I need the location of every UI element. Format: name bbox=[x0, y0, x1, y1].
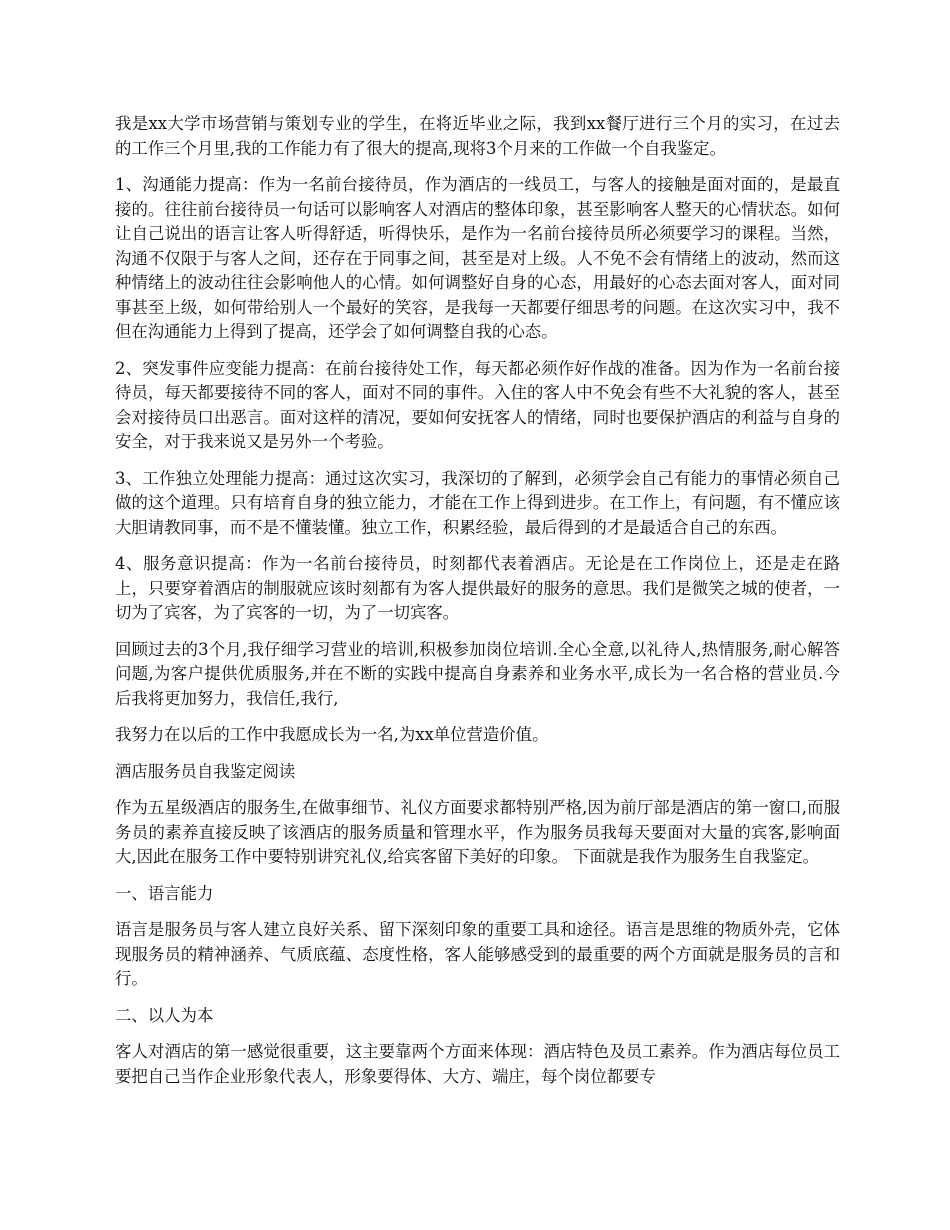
five-star-paragraph: 作为五星级酒店的服务生,在做事细节、礼仪方面要求都特别严格,因为前厅部是酒店的第一窗口,而服务员的素养直接反映了该酒店的服务质量和管理水平，作为服务员我每天要面对大量的宾客,影响面大,因此在服务工作中要特别讲究礼仪,给宾客留下美好的印象。 下面就是我作为服务生自我鉴定。 bbox=[115, 798, 840, 866]
language-paragraph: 语言是服务员与客人建立良好关系、留下深刻印象的重要工具和途径。语言是思维的物质外壳，它体现服务员的精神涵养、气质底蕴、态度性格，客人能够感受到的最重要的两个方面就是服务员的言和行。 bbox=[115, 920, 840, 988]
heading-language-ability: 一、语言能力 bbox=[115, 883, 214, 903]
first-impression-paragraph: 客人对酒店的第一感觉很重要，这主要靠两个方面来体现：酒店特色及员工素养。作为酒店每位员工要把自己当作企业形象代表人，形象要得体、大方、端庄，每个岗位都要专 bbox=[115, 1042, 840, 1086]
independent-work-paragraph: 3、工作独立处理能力提高：通过这次实习，我深切的了解到，必须学会自己有能力的事情必须自己做的这个道理。只有培育自身的独立能力，才能在工作上得到进步。在工作上，有问题，有不懂应该大胆请教同事，而不是不懂装懂。独立工作，积累经验，最后得到的才是最适合自己的东西。 bbox=[115, 468, 840, 537]
emergency-response-paragraph: 2、突发事件应变能力提高：在前台接待处工作，每天都必须作好作战的准备。因为作为一名前台接待员，每天都要接待不同的客人，面对不同的事件。入住的客人中不免会有些不大礼貌的客人，甚至会对接待员口出恶言。面对这样的清况，要如何安抚客人的情绪，同时也要保护酒店的利益与自身的安全，对于我来说又是另外一个考验。 bbox=[115, 358, 840, 451]
service-awareness-paragraph: 4、服务意识提高：作为一名前台接待员，时刻都代表着酒店。无论是在工作岗位上，还是走在路上，只要穿着酒店的制服就应该时刻都有为客人提供最好的服务的意思。我们是微笑之城的使者，一切为了宾客，为了宾客的一切，为了一切宾客。 bbox=[115, 554, 840, 622]
document-body bbox=[115, 112, 840, 1101]
review-paragraph: 回顾过去的3个月,我仔细学习营业的培训,积极参加岗位培训.全心全意,以礼待人,热情服务,耐心解答问题,为客户提供优质服务,并在不断的实践中提高自身素养和业务水平,成长为一名合格的营业员.今后我将更加努力，我信任,我行, bbox=[115, 639, 840, 708]
intro-paragraph: 我是xx大学市场营销与策划专业的学生，在将近毕业之际，我到xx餐厅进行三个月的实习，在过去的工作三个月里,我的工作能力有了很大的提高,现将3个月来的工作做一个自我鉴定。 bbox=[115, 114, 840, 158]
heading-people-oriented: 二、以人为本 bbox=[115, 1005, 214, 1025]
section-title: 酒店服务员自我鉴定阅读 bbox=[115, 761, 296, 781]
commitment-paragraph: 我努力在以后的工作中我愿成长为一名,为xx单位营造价值。 bbox=[115, 725, 549, 744]
communication-skill-paragraph: 1、沟通能力提高：作为一名前台接待员，作为酒店的一线员工，与客人的接触是面对面的，是最直接的。往往前台接待员一句话可以影响客人对酒店的整体印象，甚至影响客人整天的心情状态。如何让自己说出的语言让客人听得舒适，听得快乐，是作为一名前台接待员所必须要学习的课程。当然，沟通不仅限于与客人之间，还存在于同事之间，甚至是对上级。人不免不会有情绪上的波动，然而这种情绪上的波动往往会影响他人的心情。如何调整好自身的心态，用最好的心态去面对客人，面对同事甚至上级，如何带给别人一个最好的笑容，是我每一天都要仔细思考的问题。在这次实习中，我不但在沟通能力上得到了提高，还学会了如何调整自我的心态。 bbox=[115, 175, 840, 341]
